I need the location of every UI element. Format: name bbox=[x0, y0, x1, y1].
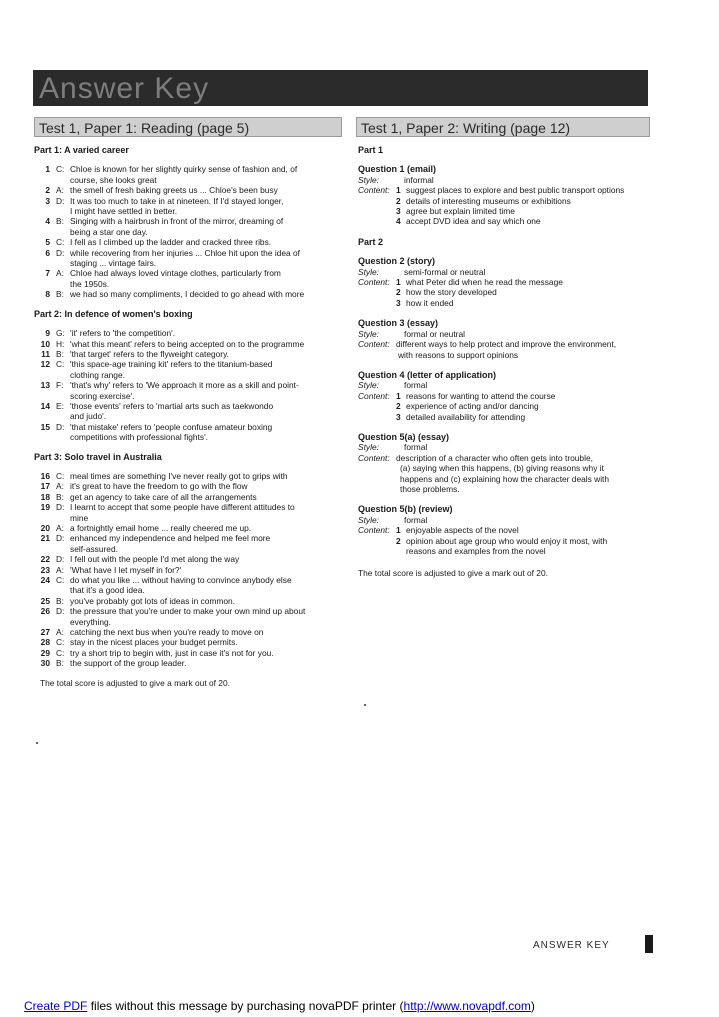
answer-row bbox=[34, 513, 352, 523]
answer-text: I might have settled in better. bbox=[70, 206, 178, 217]
q1-title: Question 1 (email) bbox=[358, 164, 437, 175]
q3-content-label: Content: bbox=[358, 339, 390, 350]
answer-letter: F: bbox=[56, 380, 64, 391]
content-row bbox=[358, 484, 680, 494]
answer-number: 22 bbox=[40, 554, 50, 565]
q5b-style-row bbox=[358, 515, 680, 525]
answer-text: the support of the group leader. bbox=[70, 658, 187, 669]
answer-row bbox=[34, 339, 352, 349]
answer-letter: D: bbox=[56, 421, 65, 432]
content-label: Content: bbox=[358, 525, 390, 536]
answer-number: 24 bbox=[40, 575, 50, 586]
content-text: how it ended bbox=[406, 297, 454, 308]
answer-number: 29 bbox=[40, 647, 50, 658]
answer-number bbox=[34, 617, 56, 627]
answer-letter bbox=[56, 175, 70, 185]
answer-row bbox=[34, 349, 352, 359]
answer-row bbox=[34, 502, 352, 512]
answer-letter: B: bbox=[56, 491, 64, 502]
answer-row bbox=[34, 492, 352, 502]
content-label bbox=[358, 412, 396, 422]
answer-text: do what you like ... without having to convince anybody else bbox=[70, 575, 292, 586]
answer-letter: B: bbox=[56, 658, 64, 669]
answer-letter: B: bbox=[56, 348, 64, 359]
writing-column bbox=[358, 145, 680, 579]
answer-text: the smell of fresh baking greets us ... Chloe's been busy bbox=[70, 185, 278, 196]
answer-text: It was too much to take in at nineteen. If I'd stayed longer, bbox=[70, 195, 284, 206]
answer-text: 'those events' refers to 'martial arts such as taekwondo bbox=[70, 400, 274, 411]
answer-number: 28 bbox=[40, 637, 50, 648]
answer-text: being a star one day. bbox=[70, 226, 148, 237]
answer-row bbox=[34, 185, 352, 195]
answer-letter bbox=[56, 370, 70, 380]
q2-style-row bbox=[358, 267, 680, 277]
answer-row bbox=[34, 196, 352, 206]
q5b-content bbox=[358, 525, 680, 546]
content-text: happens and (c) explaining how the character deals with bbox=[400, 473, 610, 484]
answer-number: 3 bbox=[45, 195, 50, 206]
answer-row bbox=[34, 359, 352, 369]
answer-number: 6 bbox=[45, 247, 50, 258]
answer-letter bbox=[56, 513, 70, 523]
answer-row bbox=[34, 471, 352, 481]
answer-number bbox=[34, 391, 56, 401]
q1-style-label: Style: bbox=[358, 174, 379, 185]
content-label bbox=[358, 196, 396, 206]
answer-text: and judo'. bbox=[70, 411, 107, 422]
answer-number bbox=[34, 279, 56, 289]
content-text: opinion about age group who would enjoy it most, with bbox=[406, 535, 608, 546]
answer-text: get an agency to take care of all the arrangements bbox=[70, 491, 257, 502]
answer-row bbox=[34, 391, 352, 401]
answer-row bbox=[34, 648, 352, 658]
content-row bbox=[358, 185, 680, 195]
answer-text: 'that mistake' refers to 'people confuse amateur boxing bbox=[70, 421, 273, 432]
reading-heading: Test 1, Paper 1: Reading (page 5) bbox=[34, 117, 342, 137]
q5b-title: Question 5(b) (review) bbox=[358, 504, 453, 515]
answer-number bbox=[34, 432, 56, 442]
answer-row bbox=[34, 585, 352, 595]
answer-row bbox=[34, 565, 352, 575]
answer-letter: C: bbox=[56, 237, 65, 248]
answer-letter bbox=[56, 391, 70, 401]
content-label bbox=[358, 463, 396, 473]
answer-number: 10 bbox=[40, 338, 50, 349]
content-label: Content: bbox=[358, 185, 390, 196]
answer-row bbox=[34, 380, 352, 390]
banner-title: Answer Key bbox=[39, 72, 210, 105]
answer-row bbox=[34, 175, 352, 185]
answer-letter: A: bbox=[56, 523, 64, 533]
answer-text: that it's a good idea. bbox=[70, 585, 145, 596]
content-row bbox=[358, 412, 680, 422]
answer-text: we had so many compliments, I decided to go ahead with more bbox=[70, 289, 305, 300]
answer-row bbox=[34, 596, 352, 606]
answer-number: 12 bbox=[40, 359, 50, 370]
writing-heading: Test 1, Paper 2: Writing (page 12) bbox=[356, 117, 650, 137]
create-pdf-link[interactable]: Create PDF bbox=[24, 999, 88, 1013]
content-row bbox=[358, 206, 680, 216]
answer-letter: B: bbox=[56, 289, 64, 300]
q3-content: different ways to help protect and improve the environment, bbox=[396, 339, 617, 350]
answer-text: 'what this meant' refers to being accepted on to the programme bbox=[70, 338, 305, 349]
answer-number: 17 bbox=[40, 481, 50, 492]
footer-answer-key: ANSWER KEY bbox=[533, 940, 610, 951]
part2-items bbox=[34, 328, 352, 442]
content-row bbox=[358, 525, 680, 535]
answer-number bbox=[34, 227, 56, 237]
content-number: 2 bbox=[396, 401, 401, 412]
answer-number: 19 bbox=[40, 502, 50, 513]
q5a-content bbox=[358, 453, 680, 495]
answer-number bbox=[34, 544, 56, 554]
content-number: 3 bbox=[396, 411, 401, 422]
answer-number bbox=[34, 513, 56, 523]
answer-letter: C: bbox=[56, 637, 65, 648]
answer-letter bbox=[56, 544, 70, 554]
answer-row bbox=[34, 554, 352, 564]
answer-number bbox=[34, 370, 56, 380]
q1-style-row bbox=[358, 175, 680, 185]
answer-text: competitions with professional fights'. bbox=[70, 432, 208, 443]
q4-title: Question 4 (letter of application) bbox=[358, 369, 497, 380]
answer-text: everything. bbox=[70, 616, 111, 627]
content-row bbox=[358, 216, 680, 226]
content-number: 1 bbox=[396, 277, 401, 288]
answer-number: 9 bbox=[45, 328, 50, 339]
answer-number: 26 bbox=[40, 606, 50, 617]
q5a-style: formal bbox=[404, 442, 428, 453]
q1-style: informal bbox=[404, 174, 434, 185]
answer-text: scoring exercise'. bbox=[70, 390, 135, 401]
content-number: 1 bbox=[396, 390, 401, 401]
answer-text: Singing with a hairbrush in front of the mirror, dreaming of bbox=[70, 216, 284, 227]
answer-row bbox=[34, 268, 352, 278]
answer-row bbox=[34, 422, 352, 432]
content-number: 3 bbox=[396, 206, 401, 217]
part1-items bbox=[34, 164, 352, 299]
content-text: description of a character who often gets into trouble, bbox=[396, 452, 593, 463]
novapdf-middle: files without this message by purchasing novaPDF printer ( bbox=[87, 999, 404, 1013]
answer-letter: C: bbox=[56, 575, 65, 586]
answer-row bbox=[34, 658, 352, 668]
answer-row bbox=[34, 401, 352, 411]
answer-row bbox=[34, 206, 352, 216]
novapdf-end: ) bbox=[530, 999, 535, 1013]
q2-title: Question 2 (story) bbox=[358, 256, 436, 267]
answer-text: the 1950s. bbox=[70, 278, 110, 289]
content-row bbox=[358, 287, 680, 297]
q4-style-row bbox=[358, 380, 680, 390]
answer-row bbox=[34, 227, 352, 237]
answer-text: you've probably got lots of ideas in common. bbox=[70, 595, 236, 606]
answer-text: try a short trip to begin with, just in case it's not for you. bbox=[70, 647, 274, 658]
q3-style-row bbox=[358, 329, 680, 339]
answer-row bbox=[34, 627, 352, 637]
answer-letter: C: bbox=[56, 359, 65, 370]
answer-number: 13 bbox=[40, 380, 50, 391]
answer-number: 4 bbox=[45, 216, 50, 227]
answer-letter: A: bbox=[56, 564, 64, 575]
answer-text: mine bbox=[70, 512, 89, 523]
answer-number: 20 bbox=[40, 523, 50, 533]
content-label bbox=[358, 287, 396, 297]
answer-text: catching the next bus when you're ready to move on bbox=[70, 627, 264, 638]
answer-letter bbox=[56, 617, 70, 627]
answer-letter bbox=[56, 585, 70, 595]
content-text: suggest places to explore and best public transport options bbox=[406, 185, 625, 196]
answer-letter: D: bbox=[56, 606, 65, 617]
answer-row bbox=[34, 370, 352, 380]
answer-number: 8 bbox=[45, 289, 50, 300]
content-number: 2 bbox=[396, 287, 401, 298]
q5a-style-label: Style: bbox=[358, 442, 379, 453]
answer-letter: C: bbox=[56, 647, 65, 658]
novapdf-notice bbox=[24, 999, 535, 1013]
answer-text: meal times are something I've never really got to grips with bbox=[70, 470, 288, 481]
q3-content-cont: with reasons to support opinions bbox=[398, 349, 519, 360]
content-label bbox=[358, 206, 396, 216]
answer-letter: D: bbox=[56, 533, 65, 544]
reading-total: The total score is adjusted to give a mark out of 20. bbox=[40, 677, 230, 688]
content-label bbox=[358, 536, 396, 546]
q1-content bbox=[358, 185, 680, 227]
answer-row bbox=[34, 248, 352, 258]
answer-number: 16 bbox=[40, 470, 50, 481]
answer-letter: A: bbox=[56, 268, 64, 279]
writing-total: The total score is adjusted to give a mark out of 20. bbox=[358, 568, 548, 579]
q3-content-row bbox=[358, 339, 680, 349]
q5b-style: formal bbox=[404, 514, 428, 525]
content-row bbox=[358, 401, 680, 411]
content-row bbox=[358, 196, 680, 206]
part3-title: Part 3: Solo travel in Australia bbox=[34, 451, 162, 462]
answer-row bbox=[34, 533, 352, 543]
answer-row bbox=[34, 617, 352, 627]
content-text: experience of acting and/or dancing bbox=[406, 401, 539, 412]
answer-row bbox=[34, 237, 352, 247]
speck bbox=[36, 742, 38, 744]
answer-letter: D: bbox=[56, 554, 65, 565]
answer-number: 7 bbox=[45, 268, 50, 279]
content-label bbox=[358, 484, 396, 494]
content-text: reasons for wanting to attend the course bbox=[406, 390, 556, 401]
answer-text: 'it' refers to 'the competition'. bbox=[70, 328, 176, 339]
content-row bbox=[358, 277, 680, 287]
q3-style-label: Style: bbox=[358, 328, 379, 339]
speck bbox=[364, 704, 366, 706]
part3-items bbox=[34, 471, 352, 669]
content-text: (a) saying when this happens, (b) giving reasons why it bbox=[400, 463, 604, 474]
answer-row bbox=[34, 289, 352, 299]
content-label: Content: bbox=[358, 277, 390, 288]
answer-row bbox=[34, 411, 352, 421]
answer-text: while recovering from her injuries ... Chloe hit upon the idea of bbox=[70, 247, 300, 258]
answer-key-banner bbox=[33, 70, 648, 106]
answer-number: 23 bbox=[40, 564, 50, 575]
answer-text: 'that's why' refers to 'We approach it more as a skill and point- bbox=[70, 380, 299, 391]
answer-text: stay in the nicest places your budget permits. bbox=[70, 637, 238, 648]
content-number: 2 bbox=[396, 535, 401, 546]
content-row bbox=[358, 536, 680, 546]
answer-letter: A: bbox=[56, 185, 64, 196]
answer-number bbox=[34, 585, 56, 595]
answer-number: 2 bbox=[45, 185, 50, 196]
answer-letter: A: bbox=[56, 481, 64, 492]
content-text: details of interesting museums or exhibitions bbox=[406, 195, 571, 206]
answer-text: clothing range. bbox=[70, 369, 125, 380]
content-number: 4 bbox=[396, 216, 401, 227]
q5b-content-cont: reasons and examples from the novel bbox=[406, 546, 546, 556]
content-text: detailed availability for attending bbox=[406, 411, 526, 422]
answer-row bbox=[34, 216, 352, 226]
answer-row bbox=[34, 481, 352, 491]
answer-letter: H: bbox=[56, 338, 65, 349]
q2-style-label: Style: bbox=[358, 266, 379, 277]
answer-letter bbox=[56, 227, 70, 237]
content-text: enjoyable aspects of the novel bbox=[406, 525, 519, 536]
content-label bbox=[358, 298, 396, 308]
content-text: agree but explain limited time bbox=[406, 206, 515, 217]
answer-letter: D: bbox=[56, 247, 65, 258]
answer-letter bbox=[56, 258, 70, 268]
answer-text: the pressure that you're under to make your own mind up about bbox=[70, 606, 306, 617]
answer-text: 'that target' refers to the flyweight category. bbox=[70, 348, 229, 359]
q3-style: formal or neutral bbox=[404, 328, 465, 339]
answer-letter: C: bbox=[56, 164, 65, 175]
answer-text: 'What have I let myself in for?' bbox=[70, 564, 182, 575]
answer-number: 30 bbox=[40, 658, 50, 669]
answer-text: Chloe is known for her slightly quirky sense of fashion and, of bbox=[70, 164, 298, 175]
answer-text: self-assured. bbox=[70, 543, 118, 554]
content-number: 1 bbox=[396, 525, 401, 536]
answer-row bbox=[34, 279, 352, 289]
novapdf-url-link[interactable]: http://www.novapdf.com bbox=[403, 999, 531, 1013]
part2-title: Part 2: In defence of women's boxing bbox=[34, 308, 193, 319]
answer-row bbox=[34, 328, 352, 338]
content-label bbox=[358, 474, 396, 484]
content-row bbox=[358, 298, 680, 308]
answer-number: 18 bbox=[40, 491, 50, 502]
answer-number: 25 bbox=[40, 595, 50, 606]
answer-row bbox=[34, 432, 352, 442]
answer-text: staging ... vintage fairs. bbox=[70, 258, 157, 269]
content-row bbox=[358, 474, 680, 484]
answer-letter: A: bbox=[56, 627, 64, 638]
content-label bbox=[358, 401, 396, 411]
answer-letter: D: bbox=[56, 195, 65, 206]
content-row bbox=[358, 391, 680, 401]
answer-row bbox=[34, 544, 352, 554]
answer-number: 1 bbox=[45, 164, 50, 175]
content-label: Content: bbox=[358, 390, 390, 401]
page-tab-mark bbox=[645, 935, 653, 953]
content-text: how the story developed bbox=[406, 287, 497, 298]
answer-number: 14 bbox=[40, 400, 50, 411]
answer-text: 'this space-age training kit' refers to the titanium-based bbox=[70, 359, 273, 370]
answer-row bbox=[34, 523, 352, 533]
content-label: Content: bbox=[358, 452, 390, 463]
answer-row bbox=[34, 575, 352, 585]
content-number: 2 bbox=[396, 195, 401, 206]
answer-letter bbox=[56, 432, 70, 442]
answer-letter: G: bbox=[56, 328, 65, 339]
q5a-style-row bbox=[358, 442, 680, 452]
reading-column bbox=[34, 145, 352, 688]
answer-number bbox=[34, 175, 56, 185]
answer-row bbox=[34, 164, 352, 174]
answer-number: 15 bbox=[40, 421, 50, 432]
answer-text: a fortnightly email home ... really cheered me up. bbox=[70, 523, 252, 533]
content-number: 1 bbox=[396, 185, 401, 196]
answer-text: I fell as I climbed up the ladder and cracked three ribs. bbox=[70, 237, 272, 248]
answer-number: 11 bbox=[41, 348, 50, 359]
content-row bbox=[358, 463, 680, 473]
answer-letter bbox=[56, 206, 70, 216]
answer-number: 5 bbox=[45, 237, 50, 248]
content-text: those problems. bbox=[400, 483, 460, 494]
answer-number: 27 bbox=[40, 627, 50, 638]
content-label bbox=[358, 216, 396, 226]
answer-letter: B: bbox=[56, 216, 64, 227]
q3-title: Question 3 (essay) bbox=[358, 318, 439, 329]
answer-text: I learnt to accept that some people have different attitudes to bbox=[70, 502, 295, 513]
answer-letter: E: bbox=[56, 400, 64, 411]
answer-letter bbox=[56, 279, 70, 289]
answer-text: course, she looks great bbox=[70, 174, 157, 185]
writing-part1-title: Part 1 bbox=[358, 145, 384, 155]
answer-number bbox=[34, 258, 56, 268]
answer-letter: B: bbox=[56, 595, 64, 606]
answer-row bbox=[34, 606, 352, 616]
answer-letter bbox=[56, 411, 70, 421]
content-row bbox=[358, 453, 680, 463]
writing-part2-title: Part 2 bbox=[358, 236, 384, 247]
answer-text: enhanced my independence and helped me feel more bbox=[70, 533, 271, 544]
content-number: 3 bbox=[396, 297, 401, 308]
answer-text: it's great to have the freedom to go with the flow bbox=[70, 481, 248, 492]
q5b-style-label: Style: bbox=[358, 514, 379, 525]
q4-style: formal bbox=[404, 380, 428, 391]
q2-style: semi-formal or neutral bbox=[404, 266, 486, 277]
answer-number bbox=[34, 411, 56, 421]
answer-row bbox=[34, 258, 352, 268]
content-text: what Peter did when he read the message bbox=[406, 277, 563, 288]
q4-content bbox=[358, 391, 680, 422]
content-text: accept DVD idea and say which one bbox=[406, 216, 541, 227]
part1-title: Part 1: A varied career bbox=[34, 145, 129, 155]
answer-row bbox=[34, 637, 352, 647]
answer-text: Chloe had always loved vintage clothes, particularly from bbox=[70, 268, 281, 279]
answer-text: I fell out with the people I'd met along the way bbox=[70, 554, 240, 565]
q4-style-label: Style: bbox=[358, 380, 379, 391]
answer-letter: D: bbox=[56, 502, 65, 513]
answer-letter: C: bbox=[56, 470, 65, 481]
answer-number bbox=[34, 206, 56, 216]
q2-content bbox=[358, 277, 680, 308]
answer-number: 21 bbox=[40, 533, 50, 544]
q5a-title: Question 5(a) (essay) bbox=[358, 431, 450, 442]
